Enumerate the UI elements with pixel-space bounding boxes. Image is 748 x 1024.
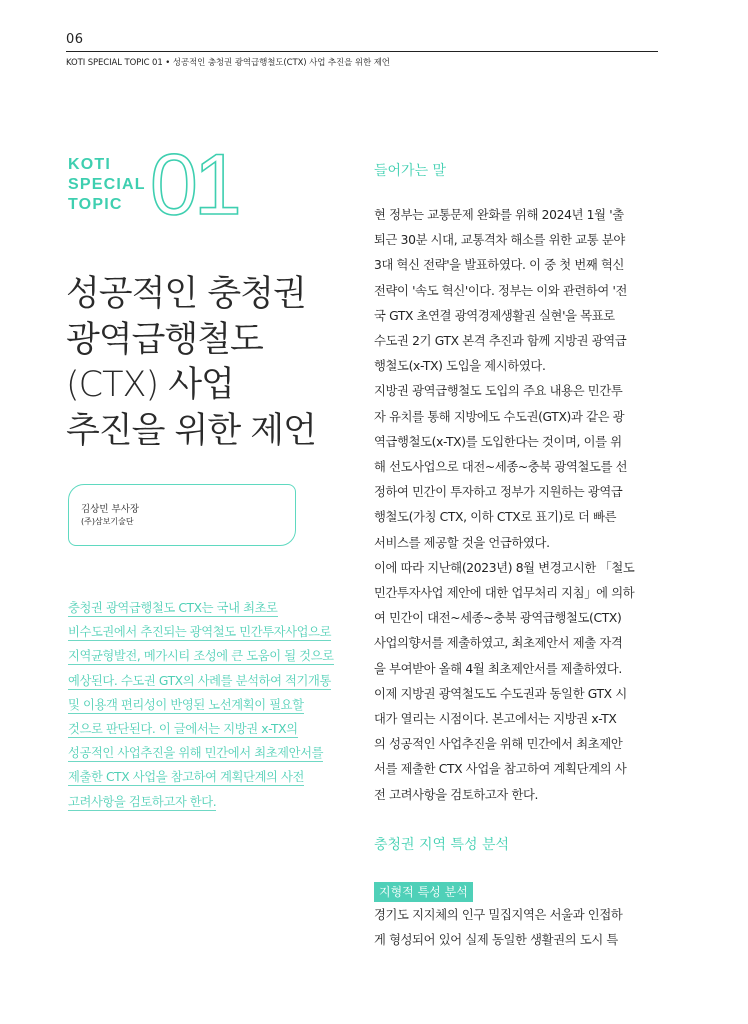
body-line: 을 부여받아 올해 4월 최초제안서를 제출하였다. — [374, 661, 622, 676]
body-line: 정하여 민간이 투자하고 정부가 지원하는 광역급 — [374, 485, 623, 500]
abstract-line: 고려사항을 검토하고자 한다. — [68, 794, 217, 809]
abstract-line: 지역균형발전, 메가시티 조성에 큰 도움이 될 것으로 — [68, 649, 334, 664]
body-line: 자 유치를 통해 지방에도 수도권(GTX)과 같은 광 — [374, 409, 625, 424]
abstract-line: 및 이용객 편리성이 반영된 노선계획이 필요할 — [68, 697, 304, 712]
body-line: 서비스를 제공할 것을 언급하였다. — [374, 535, 550, 550]
body-line: 민간투자사업 제안에 대한 업무처리 지침」에 의하 — [374, 586, 635, 601]
author-box — [68, 484, 296, 546]
running-head: KOTI SPECIAL TOPIC 01 • 성공적인 충청권 광역급행철도(CTX) 사업 추진을 위한 제언 — [66, 58, 390, 68]
body-line: 대가 열리는 시점이다. 본고에서는 지방권 x-TX — [374, 712, 617, 727]
body-line: 여 민간이 대전~세종~충북 광역급행철도(CTX) — [374, 611, 622, 626]
topic-badge-label — [68, 155, 148, 215]
badge-line-topic: TOPIC — [68, 196, 123, 213]
section-body-region — [374, 903, 658, 953]
body-line: 행철도(x-TX) 도입을 제시하였다. — [374, 359, 546, 374]
author-name: 김상민 부사장 — [81, 504, 140, 515]
abstract-line: 예상된다. 수도권 GTX의 사례를 분석하여 적기개통 — [68, 673, 331, 688]
section-heading-region: 충청권 지역 특성 분석 — [374, 837, 510, 853]
body-line: 의 성공적인 사업추진을 위해 민간에서 최초제안 — [374, 737, 623, 752]
body-line: 전 고려사항을 검토하고자 한다. — [374, 787, 539, 802]
body-line: 역급행철도(x-TX)를 도입한다는 것이며, 이를 위 — [374, 434, 622, 449]
body-line: 게 형성되어 있어 실제 동일한 생활권의 도시 특 — [374, 933, 618, 948]
body-line: 사업의향서를 제출하였고, 최초제안서 제출 자격 — [374, 636, 623, 651]
topic-number-outline — [148, 137, 238, 233]
badge-line-special: SPECIAL — [68, 176, 146, 193]
badge-line-koti: KOTI — [68, 156, 112, 173]
body-line: 이에 따라 지난해(2023년) 8월 변경고시한 「철도 — [374, 560, 635, 575]
title-line: 광역급행철도 — [66, 319, 263, 360]
article-title — [66, 272, 366, 454]
author-org: (주)삼보기술단 — [81, 517, 134, 526]
body-line: 해 선도사업으로 대전~세종~충북 광역철도를 선 — [374, 460, 628, 475]
body-line: 국 GTX 초연결 광역경제생활권 실현'을 목표로 — [374, 308, 615, 323]
abstract-line: 것으로 판단된다. 이 글에서는 지방권 x-TX의 — [68, 722, 298, 737]
abstract-line: 성공적인 사업추진을 위해 민간에서 최초제안서를 — [68, 746, 324, 761]
body-line: 행철도(가칭 CTX, 이하 CTX로 표기)로 더 빠른 — [374, 510, 617, 525]
section-body-intro — [374, 203, 658, 808]
body-line: 이제 지방권 광역철도도 수도권과 동일한 GTX 시 — [374, 686, 627, 701]
abstract-line: 충청권 광역급행철도 CTX는 국내 최초로 — [68, 601, 278, 615]
title-line: 추진을 위한 제언 — [66, 410, 316, 451]
page-number: 06 — [66, 32, 84, 47]
body-line: 수도권 2기 GTX 본격 추진과 함께 지방권 광역급 — [374, 334, 627, 349]
abstract — [68, 596, 348, 814]
topic-number: 01 — [150, 137, 238, 233]
abstract-line: 비수도권에서 추진되는 광역철도 민간투자사업으로 — [68, 625, 332, 640]
title-line: 성공적인 충청권 — [66, 274, 306, 314]
body-line: 지방권 광역급행철도 도입의 주요 내용은 민간투 — [374, 384, 623, 399]
body-line: 전략이 '속도 혁신'이다. 정부는 이와 관련하여 '전 — [374, 283, 628, 298]
section-heading-intro: 들어가는 말 — [374, 163, 447, 179]
body-line: 3대 혁신 전략'을 발표하였다. 이 중 첫 번째 혁신 — [374, 258, 625, 273]
body-line: 퇴근 30분 시대, 교통격차 해소를 위한 교통 분야 — [374, 233, 625, 248]
title-line: (CTX) 사업 — [66, 365, 234, 405]
body-line: 경기도 지지체의 인구 밀집지역은 서울과 인접하 — [374, 908, 623, 922]
subsection-label: 지형적 특성 분석 — [374, 882, 473, 902]
abstract-line: 제출한 CTX 사업을 참고하여 계획단계의 사전 — [68, 770, 305, 785]
body-line: 현 정부는 교통문제 완화를 위해 2024년 1월 '출 — [374, 208, 624, 222]
body-line: 서를 제출한 CTX 사업을 참고하여 계획단계의 사 — [374, 762, 627, 777]
header-rule — [66, 51, 658, 52]
